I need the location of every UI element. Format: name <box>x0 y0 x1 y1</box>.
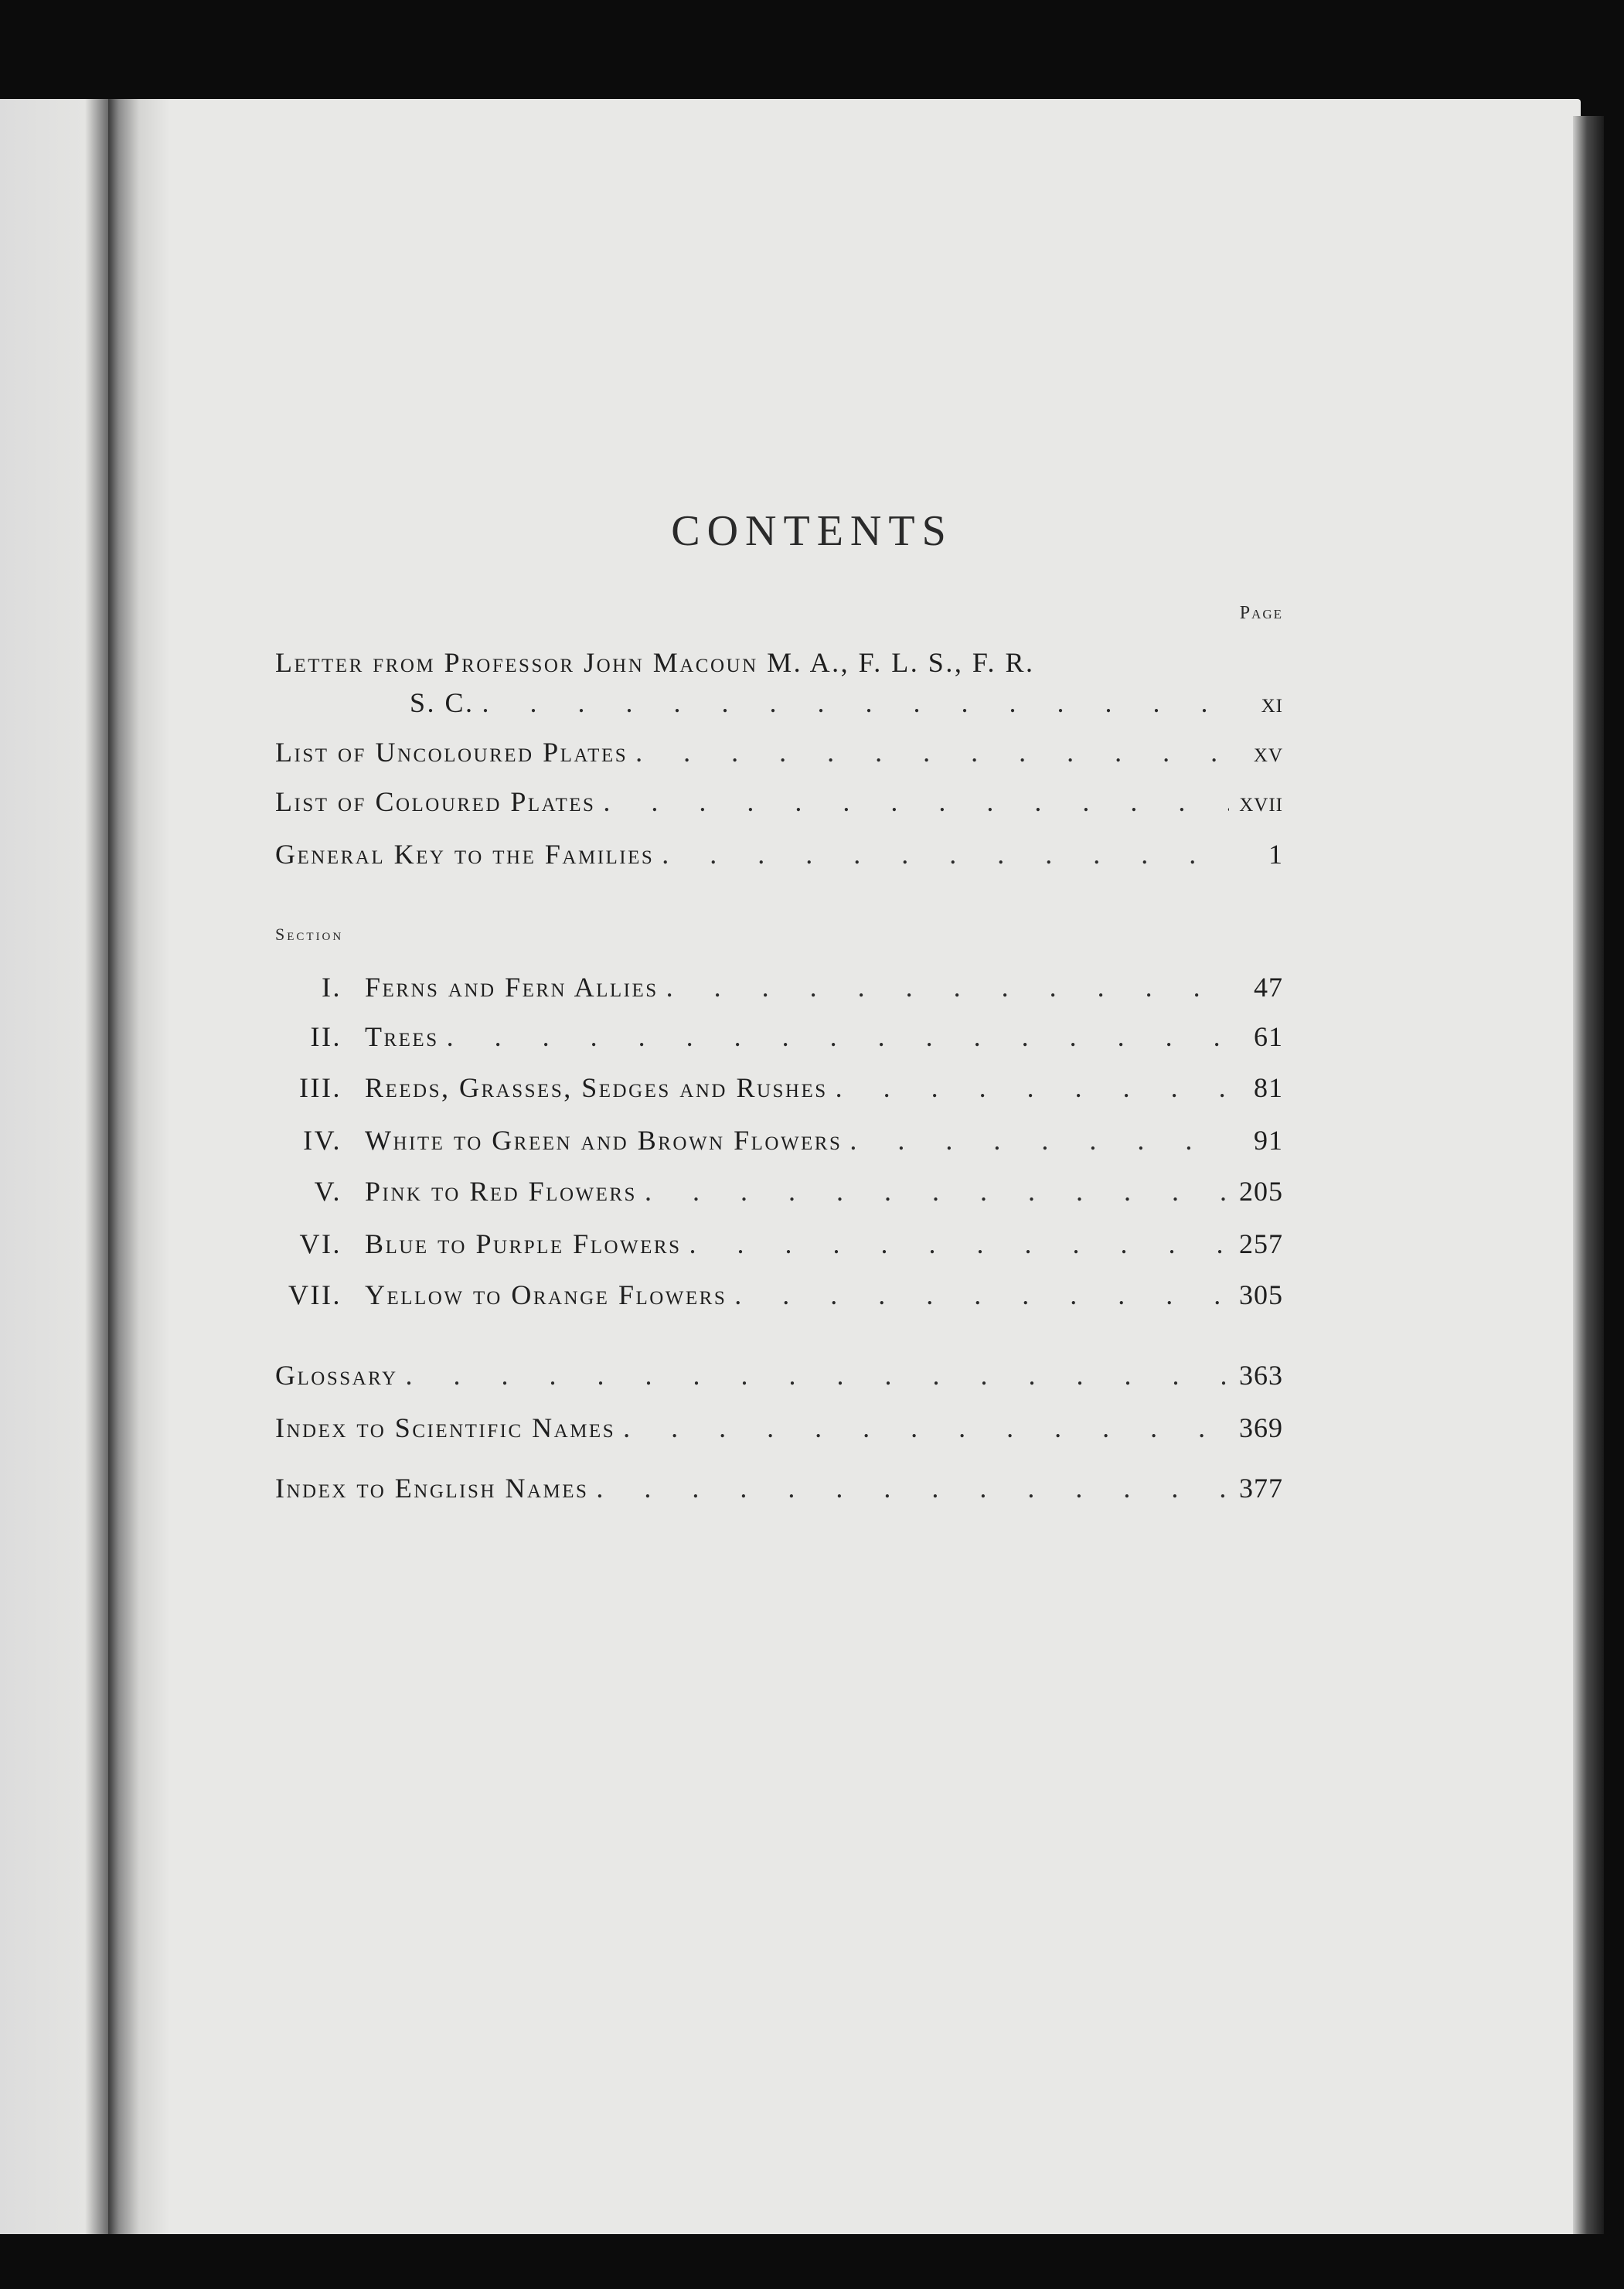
facing-page-edge <box>0 99 108 2234</box>
toc-entry-general-key <box>275 838 1283 877</box>
toc-entry-label: White to Green and Brown Flowers <box>365 1125 843 1156</box>
toc-entry-letter-line1: Letter from Professor John Macoun M. A., F. L. S., F. R. <box>275 647 1035 678</box>
toc-entry-page: xi <box>1261 687 1283 718</box>
page-edge-shadow <box>1573 116 1604 2234</box>
section-numeral: VI. <box>299 1228 342 1259</box>
dot-leader <box>635 736 1229 768</box>
toc-section-row <box>275 1279 1283 1317</box>
toc-entry-label: S. C. <box>410 687 475 718</box>
page-title: CONTENTS <box>671 507 953 555</box>
page-gutter <box>108 99 170 2234</box>
toc-entry-glossary <box>275 1359 1283 1398</box>
book-page <box>108 99 1581 2234</box>
toc-entry-label: Index to Scientific Names <box>275 1412 616 1443</box>
dot-leader <box>662 838 1229 870</box>
toc-entry-label: Trees <box>365 1021 439 1052</box>
toc-entry-page: 369 <box>1239 1412 1283 1443</box>
toc-entry-page: 47 <box>1254 972 1283 1003</box>
toc-entry-page: 91 <box>1254 1125 1283 1156</box>
section-numeral: II. <box>310 1021 342 1052</box>
toc-entry-page: 305 <box>1239 1279 1283 1310</box>
section-numeral: IV. <box>303 1125 342 1156</box>
section-heading: Section <box>275 925 344 944</box>
toc-entry-english-index <box>275 1472 1283 1511</box>
section-numeral: V. <box>314 1176 342 1207</box>
toc-entry-page: 1 <box>1268 839 1283 870</box>
toc-section-row <box>275 971 1283 1010</box>
toc-section-row <box>275 1124 1283 1163</box>
toc-entry-label: Yellow to Orange Flowers <box>365 1279 727 1310</box>
toc-entry-label: Index to English Names <box>275 1473 589 1504</box>
toc-entry-coloured-plates <box>275 785 1283 824</box>
page-column-heading: Page <box>1239 603 1283 623</box>
dot-leader <box>734 1279 1229 1311</box>
dot-leader <box>406 1359 1229 1391</box>
dot-leader <box>645 1175 1229 1208</box>
dot-leader <box>623 1412 1229 1444</box>
dot-leader <box>666 971 1229 1003</box>
toc-entry-page: 81 <box>1254 1072 1283 1103</box>
toc-entry-page: xvii <box>1239 786 1283 817</box>
toc-entry-label: Ferns and Fern Allies <box>365 972 659 1003</box>
toc-entry-label: Reeds, Grasses, Sedges and Rushes <box>365 1072 828 1103</box>
toc-entry-label: List of Coloured Plates <box>275 786 596 817</box>
dot-leader <box>603 785 1229 818</box>
section-numeral: III. <box>299 1072 342 1103</box>
toc-section-row <box>275 1175 1283 1214</box>
toc-entry-uncoloured-plates <box>275 736 1283 775</box>
dot-leader <box>482 686 1229 719</box>
toc-entry-page: 377 <box>1239 1473 1283 1504</box>
toc-entry-label: Pink to Red Flowers <box>365 1176 637 1207</box>
toc-entry-page: 61 <box>1254 1021 1283 1052</box>
toc-entry-page: 205 <box>1239 1176 1283 1207</box>
dot-leader <box>596 1472 1229 1504</box>
section-numeral: VII. <box>288 1279 342 1310</box>
toc-entry-scientific-index <box>275 1412 1283 1450</box>
section-numeral: I. <box>322 972 342 1003</box>
toc-section-row <box>275 1071 1283 1110</box>
toc-entry-label: Glossary <box>275 1360 398 1391</box>
toc-entry-label: General Key to the Families <box>275 839 655 870</box>
dot-leader <box>836 1071 1229 1104</box>
toc-entry-page: 257 <box>1239 1228 1283 1259</box>
dot-leader <box>689 1228 1229 1260</box>
toc-entry-letter <box>410 686 1283 725</box>
toc-entry-page: xv <box>1253 737 1283 768</box>
toc-section-row <box>275 1020 1283 1059</box>
toc-entry-label: List of Uncoloured Plates <box>275 737 628 768</box>
toc-entry-label: Blue to Purple Flowers <box>365 1228 682 1259</box>
dot-leader <box>849 1124 1229 1156</box>
dot-leader <box>447 1020 1229 1053</box>
toc-entry-page: 363 <box>1239 1360 1283 1391</box>
toc-section-row <box>275 1228 1283 1266</box>
